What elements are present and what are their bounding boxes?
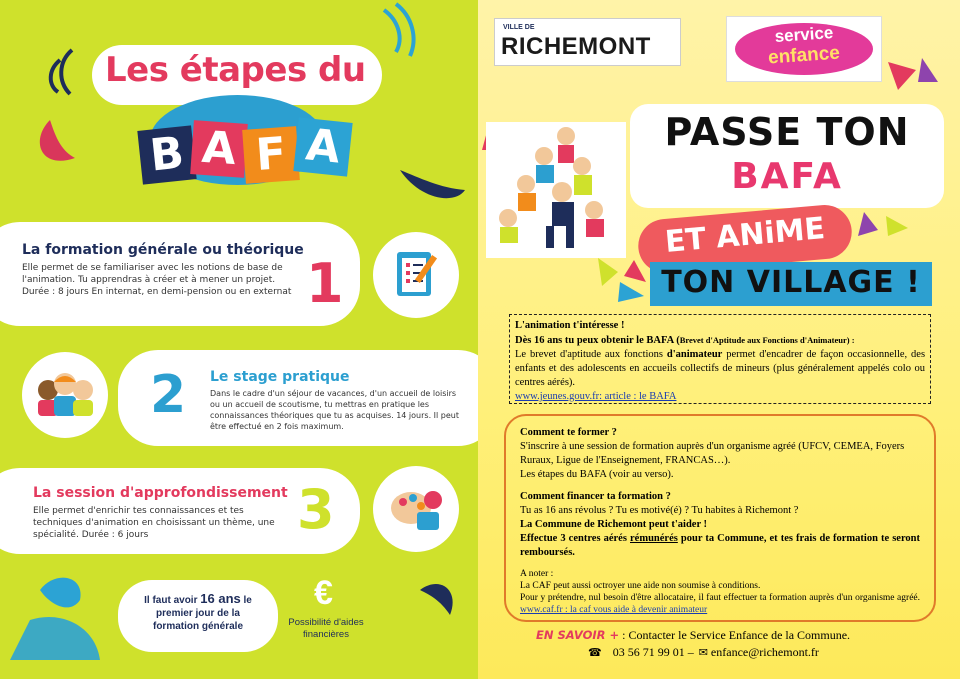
info1-line2-bold: Dès 16 ans tu peux obtenir le BAFA (	[515, 335, 680, 346]
step-number-1: 1	[306, 252, 344, 315]
clipboard-icon	[373, 232, 459, 318]
headline-bafa: BAFA	[731, 156, 843, 197]
age-note	[132, 592, 264, 633]
info1-para-c: permet d'encadrer de façon occasionnelle, des enfants et des adolescents en accueils collectifs de mineurs (plus généralement appelés colo ou centres aérés).	[515, 349, 926, 388]
step-text-3: Elle permet d'enrichir tes connaissances et tes techniques d'animation en choisissant un thème, une spécialité. Durée : 6 jours	[33, 506, 275, 540]
note-caf: La CAF peut aussi octroyer une aide non soumise à conditions.	[520, 581, 761, 591]
step-title-3: La session d'approfondissement	[33, 485, 288, 501]
info1-para-b: d'animateur	[666, 349, 723, 360]
logo-service-line1: service	[774, 22, 834, 47]
info1-paragraph	[515, 348, 925, 390]
a-effectue	[520, 532, 920, 560]
age-note-age: 16 ans	[200, 591, 241, 606]
a-conditions: Tu as 16 ans révolus ? Tu es motivé(é) ? Tu habites à Richemont ?	[520, 505, 799, 516]
step-text-1: Elle permet de se familiariser avec les notions de base de l'animation. Tu apprendras à créer et à mener un projet. Durée : 8 jours En internat, en demi-pension ou en externat	[22, 263, 292, 297]
a-effectue-post: pour ta Commune, et tes frais de formation te seront remboursés.	[520, 533, 921, 558]
financing-note: Possibilité d'aides financières	[288, 617, 364, 640]
jeunes-gouv-link[interactable]: www.jeunes.gouv.fr: article : le BAFA	[515, 391, 677, 402]
euro-icon: €	[314, 574, 333, 612]
step-number-2: 2	[150, 365, 187, 425]
page-title: Les étapes du	[105, 50, 366, 90]
info-box-bafa	[509, 314, 931, 404]
info-box-formation	[504, 414, 936, 622]
bafa-letter-a2: A	[293, 117, 352, 176]
footer-contact-details	[588, 645, 918, 660]
step-icon-circle-1	[373, 232, 459, 318]
footer-contact	[536, 628, 956, 643]
headline-et-anime: ET ANiME	[663, 211, 827, 260]
en-savoir-plus: EN SAVOIR +	[536, 628, 620, 642]
note-title: A noter :	[520, 569, 554, 579]
bafa-letter-b: B	[137, 125, 196, 184]
note-condition-text: Pour y prétendre, nul besoin d'être allocataire, il faut effectuer ta formation auprès d'un organisme agréé.	[520, 593, 920, 603]
note-condition	[520, 592, 920, 616]
info1-line1: L'animation t'intéresse !	[515, 320, 625, 331]
footer-text: : Contacter le Service Enfance de la Commune.	[622, 628, 851, 642]
info1-line2	[515, 333, 925, 348]
note-section	[520, 568, 920, 616]
q-comment-financer: Comment financer ta formation ?	[520, 491, 671, 502]
q-comment-former: Comment te former ?	[520, 427, 617, 438]
caf-link[interactable]: www.caf.fr : la caf vous aide à devenir animateur	[520, 605, 708, 615]
a-comment-former: S'inscrire à une session de formation auprès d'un organisme agréé (UFCV, CEMEA, Foyers Ruraux, Ligue de l'Enseignement, FRANCAS…).	[520, 441, 905, 466]
logo-ville-name: RICHEMONT	[501, 33, 651, 60]
step-icon-circle-2	[22, 352, 108, 438]
logo-service-line2: enfance	[767, 42, 841, 69]
children-icon	[22, 352, 108, 438]
step-text-2: Dans le cadre d'un séjour de vacances, d'un accueil de loisirs ou un accueil de scoutisme, tu mettras en pratique les connaissances théoriques que tu as acquises. 14 jours. Il peut être effectué en 2 fois maximum.	[210, 389, 459, 431]
age-note-prefix: Il faut avoir	[144, 595, 198, 606]
age-note-suffix: le premier jour de la formation générale	[152, 595, 252, 632]
a-effectue-pre: Effectue 3 centres aérés	[520, 533, 627, 544]
kids-illustration	[486, 122, 626, 258]
passe-ton-bafa-panel	[478, 0, 960, 679]
phone-icon: ☎	[588, 646, 602, 659]
info1-line2-small: Brevet d'Aptitude aux Fonctions d'Animateur) :	[679, 335, 855, 345]
bafa-letter-a: A	[190, 120, 248, 178]
step-title-2: Le stage pratique	[210, 369, 350, 385]
headline-ton-village: TON VILLAGE !	[661, 265, 921, 300]
bafa-letter-f: F	[242, 126, 300, 184]
a-effectue-underlined: rémunérés	[630, 533, 678, 544]
step-number-3: 3	[297, 478, 335, 541]
headline-passe-ton: PASSE TON	[664, 110, 910, 154]
a-commune-aide: La Commune de Richemont peut t'aider !	[520, 519, 708, 530]
bafa-steps-panel	[0, 0, 478, 679]
phone-number[interactable]: 03 56 71 99 01 –	[612, 645, 694, 659]
step-title-1: La formation générale ou théorique	[22, 242, 304, 258]
info1-para-a: Le brevet d'aptitude aux fonctions	[515, 349, 664, 360]
email-icon: ✉	[698, 646, 708, 659]
step-icon-circle-3	[373, 466, 459, 552]
logo-ville-small: VILLE DE	[503, 24, 535, 31]
a-etapes-verso: Les étapes du BAFA (voir au verso).	[520, 469, 674, 480]
email-address[interactable]: enfance@richemont.fr	[710, 645, 819, 659]
paint-palette-icon	[373, 466, 459, 552]
